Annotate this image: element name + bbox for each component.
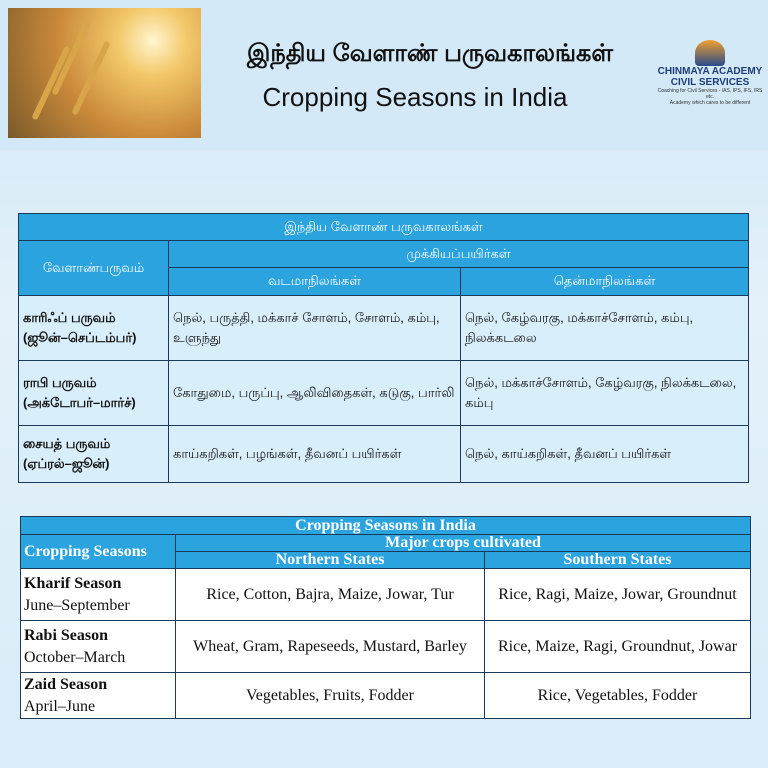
col-major: முக்கியப்பயிர்கள் [169,241,749,268]
logo-name: CHINMAYA ACADEMY [657,66,763,77]
south-crops: நெல், காய்கறிகள், தீவனப் பயிர்கள் [461,426,749,483]
col-major: Major crops cultivated [176,535,751,552]
table-row [21,621,751,673]
season: ராபி பருவம் [23,375,97,390]
table-row [21,569,751,621]
north-crops: நெல், பருத்தி, மக்காச் சோளம், சோளம், கம்பு, உளுந்து [169,296,461,361]
title-english: Cropping Seasons in India [262,82,568,112]
col-north: வடமாநிலங்கள் [169,268,461,296]
table-title: இந்திய வேளாண் பருவகாலங்கள் [19,214,749,241]
col-south: Southern States [485,552,751,569]
logo-tagline: Coaching for Civil Services - IAS, IPS, IFS, IRS etc. [657,88,763,100]
table-row [19,426,749,483]
season: Zaid Season [24,675,108,693]
south-crops: நெல், கேழ்வரகு, மக்காச்சோளம், கம்பு, நிலக்கடலை [461,296,749,361]
table-row [19,361,749,426]
season: காரிஃப் பருவம் [23,310,116,325]
col-season: Cropping Seasons [21,535,176,569]
lamp-book-icon [695,40,725,66]
col-season: வேளாண்பருவம் [19,241,169,296]
table-row [21,673,751,719]
col-north: Northern States [176,552,485,569]
title-tamil: இந்திய வேளாண் பருவகாலங்கள் [247,40,613,67]
period: (ஏப்ரல்–ஜூன்) [23,456,110,471]
north-crops: கோதுமை, பருப்பு, ஆலிவிதைகள், கடுகு, பார்லி [169,361,461,426]
period: June–September [24,596,130,614]
logo-tagline2: Academy which cares to be different [669,100,751,106]
season: சையத் பருவம் [23,436,111,451]
period: (அக்டோபர்–மார்ச்) [23,395,136,410]
english-table [20,516,751,719]
south-crops: Rice, Ragi, Maize, Jowar, Groundnut [485,569,751,621]
table-row [19,296,749,361]
north-crops: Vegetables, Fruits, Fodder [176,673,485,719]
table-title: Cropping Seasons in India [21,517,751,535]
col-south: தென்மாநிலங்கள் [461,268,749,296]
south-crops: Rice, Vegetables, Fodder [485,673,751,719]
header-banner [0,0,768,150]
north-crops: Wheat, Gram, Rapeseeds, Mustard, Barley [176,621,485,673]
season: Rabi Season [24,626,109,644]
north-crops: காய்கறிகள், பழங்கள், தீவனப் பயிர்கள் [169,426,461,483]
north-crops: Rice, Cotton, Bajra, Maize, Jowar, Tur [176,569,485,621]
season: Kharif Season [24,574,122,592]
period: April–June [24,697,96,715]
logo-sub: CIVIL SERVICES [670,77,750,88]
period: (ஜூன்–செப்டம்பர்) [23,330,137,345]
rice-crop-image [8,8,201,138]
period: October–March [24,648,126,666]
south-crops: Rice, Maize, Ragi, Groundnut, Jowar [485,621,751,673]
academy-logo [655,40,765,106]
south-crops: நெல், மக்காச்சோளம், கேழ்வரகு, நிலக்கடலை, கம்பு [461,361,749,426]
tamil-table [18,213,749,483]
